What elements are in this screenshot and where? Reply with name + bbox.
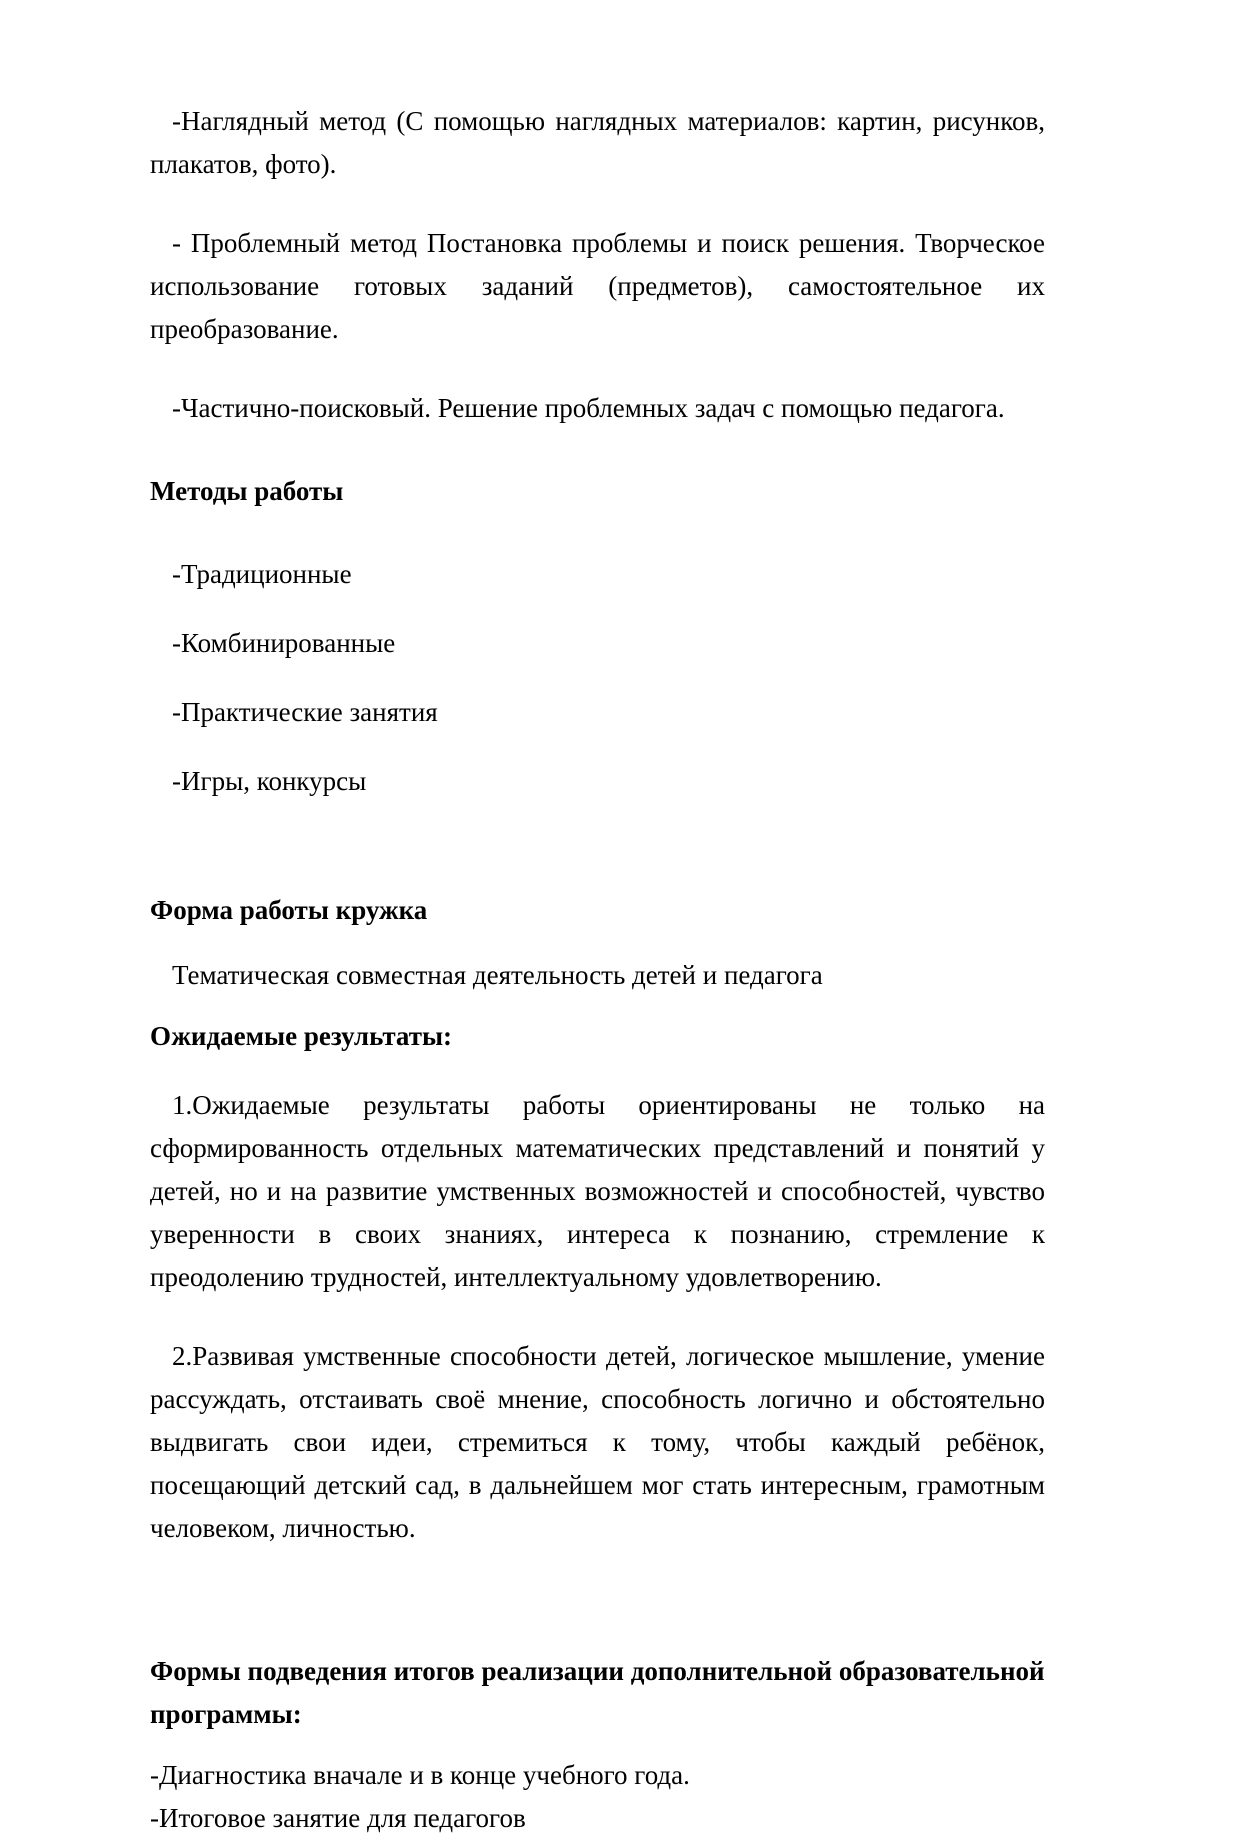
heading-club-form: Форма работы кружка xyxy=(150,895,428,925)
spacer xyxy=(150,932,1045,954)
heading-summary-forms-line2: программы: xyxy=(150,1699,302,1729)
spacer xyxy=(150,1736,1045,1754)
spacer xyxy=(150,513,1045,553)
list-item-games-contests: -Игры, конкурсы xyxy=(172,766,367,796)
list-item-traditional: -Традиционные xyxy=(172,559,352,589)
paragraph-problem-method: - Проблемный метод Постановка проблемы и поиск решения. Творческое использование готовых заданий (предметов), самостоятельное их преобразование. xyxy=(150,228,1045,344)
list-item-practical-lessons: -Практические занятия xyxy=(172,697,438,727)
spacer xyxy=(150,997,1045,1015)
spacer xyxy=(150,373,1045,387)
spacer xyxy=(150,1058,1045,1084)
paragraph-partial-search-method: -Частично-поисковый. Решение проблемных задач с помощью педагога. xyxy=(172,393,1005,423)
list-item-diagnostics: -Диагностика вначале и в конце учебного года. xyxy=(150,1760,690,1790)
heading-work-methods: Методы работы xyxy=(150,476,344,506)
spacer xyxy=(150,208,1045,222)
list-item-final-lesson: -Итоговое занятие для педагогов xyxy=(150,1803,526,1833)
document-body xyxy=(150,100,1045,1840)
spacer xyxy=(150,665,1045,691)
heading-summary-forms-line1: Формы подведения итогов реализации дополнительной образовательной xyxy=(150,1656,1045,1686)
spacer xyxy=(150,452,1045,470)
heading-expected-results: Ожидаемые результаты: xyxy=(150,1021,453,1051)
text-club-form: Тематическая совместная деятельность детей и педагога xyxy=(172,960,823,990)
spacer xyxy=(150,803,1045,889)
spacer xyxy=(150,1321,1045,1335)
paragraph-visual-method: -Наглядный метод (С помощью наглядных материалов: картин, рисунков, плакатов, фото). xyxy=(150,106,1045,179)
list-item-combined: -Комбинированные xyxy=(172,628,396,658)
paragraph-expected-result-2: 2.Развивая умственные способности детей, логическое мышление, умение рассуждать, отстаивать своё мнение, способность логично и обстоятельно выдвигать свои идеи, стремиться к тому, чтобы каждый ребёнок, посещающий детский сад, в дальнейшем мог стать интересным, грамотным человеком, личностью. xyxy=(150,1341,1045,1543)
paragraph-expected-result-1: 1.Ожидаемые результаты работы ориентированы не только на сформированность отдельных математических представлений и понятий у детей, но и на развитие умственных возможностей и способностей, чувство уверенности в своих знаниях, интереса к познанию, стремление к преодолению трудностей, интеллектуальному удовлетворению. xyxy=(150,1090,1045,1292)
spacer xyxy=(150,734,1045,760)
spacer xyxy=(150,1572,1045,1650)
spacer xyxy=(150,596,1045,622)
